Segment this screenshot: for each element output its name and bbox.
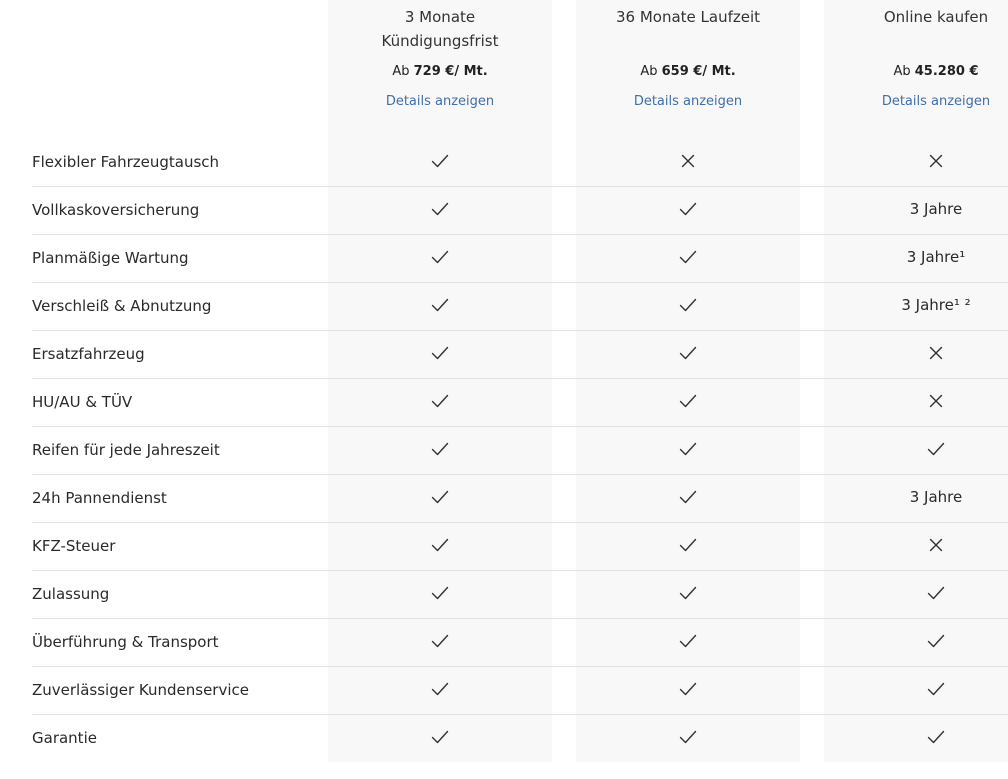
checkmark-icon: [576, 570, 800, 616]
feature-label: Zuverlässiger Kundenservice: [32, 681, 249, 699]
checkmark-icon: [576, 474, 800, 520]
feature-row: [0, 618, 1008, 666]
cross-icon: [824, 330, 1008, 376]
cross-icon: [824, 378, 1008, 424]
plan-price: [328, 64, 552, 80]
plan-price: [576, 64, 800, 80]
cross-icon: [824, 138, 1008, 184]
checkmark-icon: [576, 330, 800, 376]
checkmark-icon: [328, 474, 552, 520]
checkmark-icon: [328, 570, 552, 616]
details-link[interactable]: Details anzeigen: [385, 94, 495, 109]
plan-title: 36 Monate Laufzeit: [615, 8, 761, 26]
feature-label: Zulassung: [32, 585, 110, 603]
checkmark-icon: [328, 618, 552, 664]
plan-title: Online kaufen: [883, 8, 989, 26]
feature-value: 3 Jahre¹ ²: [901, 296, 971, 314]
checkmark-icon: [576, 666, 800, 712]
feature-row: [0, 378, 1008, 426]
plan-price-amount: 659 €/ Mt.: [661, 64, 736, 79]
feature-value: 3 Jahre¹: [906, 248, 966, 266]
checkmark-icon: [824, 666, 1008, 712]
checkmark-icon: [576, 234, 800, 280]
checkmark-icon: [328, 426, 552, 472]
plan-price-amount: 729 €/ Mt.: [413, 64, 488, 79]
details-link[interactable]: Details anzeigen: [633, 94, 743, 109]
checkmark-icon: [576, 282, 800, 328]
details-link[interactable]: Details anzeigen: [881, 94, 991, 109]
feature-value-text: [824, 282, 1008, 328]
feature-row: [0, 714, 1008, 762]
feature-label: Überführung & Transport: [32, 633, 219, 651]
feature-row: [0, 570, 1008, 618]
checkmark-icon: [328, 234, 552, 280]
feature-row: [0, 186, 1008, 234]
feature-value: 3 Jahre: [909, 488, 963, 506]
feature-label: Verschleiß & Abnutzung: [32, 297, 212, 315]
feature-label: HU/AU & TÜV: [32, 393, 133, 411]
plan-header-monthly-notice: [328, 0, 552, 110]
checkmark-icon: [328, 378, 552, 424]
checkmark-icon: [824, 714, 1008, 760]
checkmark-icon: [328, 330, 552, 376]
checkmark-icon: [328, 522, 552, 568]
feature-row: [0, 282, 1008, 330]
plan-price-prefix: Ab: [893, 64, 911, 79]
checkmark-icon: [576, 378, 800, 424]
feature-row: [0, 426, 1008, 474]
plan-price-prefix: Ab: [640, 64, 658, 79]
checkmark-icon: [328, 138, 552, 184]
feature-row: [0, 138, 1008, 186]
cross-icon: [824, 522, 1008, 568]
checkmark-icon: [824, 618, 1008, 664]
plan-price-prefix: Ab: [392, 64, 410, 79]
feature-label: Planmäßige Wartung: [32, 249, 189, 267]
feature-comparison-table: [0, 138, 1008, 762]
plan-price: [824, 64, 1008, 80]
feature-label: Ersatzfahrzeug: [32, 345, 145, 363]
feature-row: [0, 234, 1008, 282]
feature-value-text: [824, 234, 1008, 280]
checkmark-icon: [328, 282, 552, 328]
checkmark-icon: [328, 714, 552, 760]
checkmark-icon: [328, 186, 552, 232]
plan-title: 3 Monate Kündigungsfrist: [381, 8, 499, 50]
feature-value-text: [824, 186, 1008, 232]
feature-label: 24h Pannendienst: [32, 489, 167, 507]
feature-value-text: [824, 474, 1008, 520]
feature-row: [0, 522, 1008, 570]
feature-row: [0, 666, 1008, 714]
checkmark-icon: [824, 426, 1008, 472]
feature-label: Garantie: [32, 729, 97, 747]
plan-header-36-months: [576, 0, 800, 110]
feature-label: Flexibler Fahrzeugtausch: [32, 153, 220, 171]
feature-label: Vollkaskoversicherung: [32, 201, 200, 219]
checkmark-icon: [576, 522, 800, 568]
checkmark-icon: [824, 570, 1008, 616]
checkmark-icon: [576, 186, 800, 232]
feature-label: KFZ-Steuer: [32, 537, 116, 555]
feature-row: [0, 474, 1008, 522]
checkmark-icon: [328, 666, 552, 712]
checkmark-icon: [576, 618, 800, 664]
feature-row: [0, 330, 1008, 378]
feature-value: 3 Jahre: [909, 200, 963, 218]
checkmark-icon: [576, 714, 800, 760]
cross-icon: [576, 138, 800, 184]
plan-header-buy-online: [824, 0, 1008, 110]
plan-price-amount: 45.280 €: [914, 64, 979, 79]
checkmark-icon: [576, 426, 800, 472]
feature-label: Reifen für jede Jahreszeit: [32, 441, 220, 459]
